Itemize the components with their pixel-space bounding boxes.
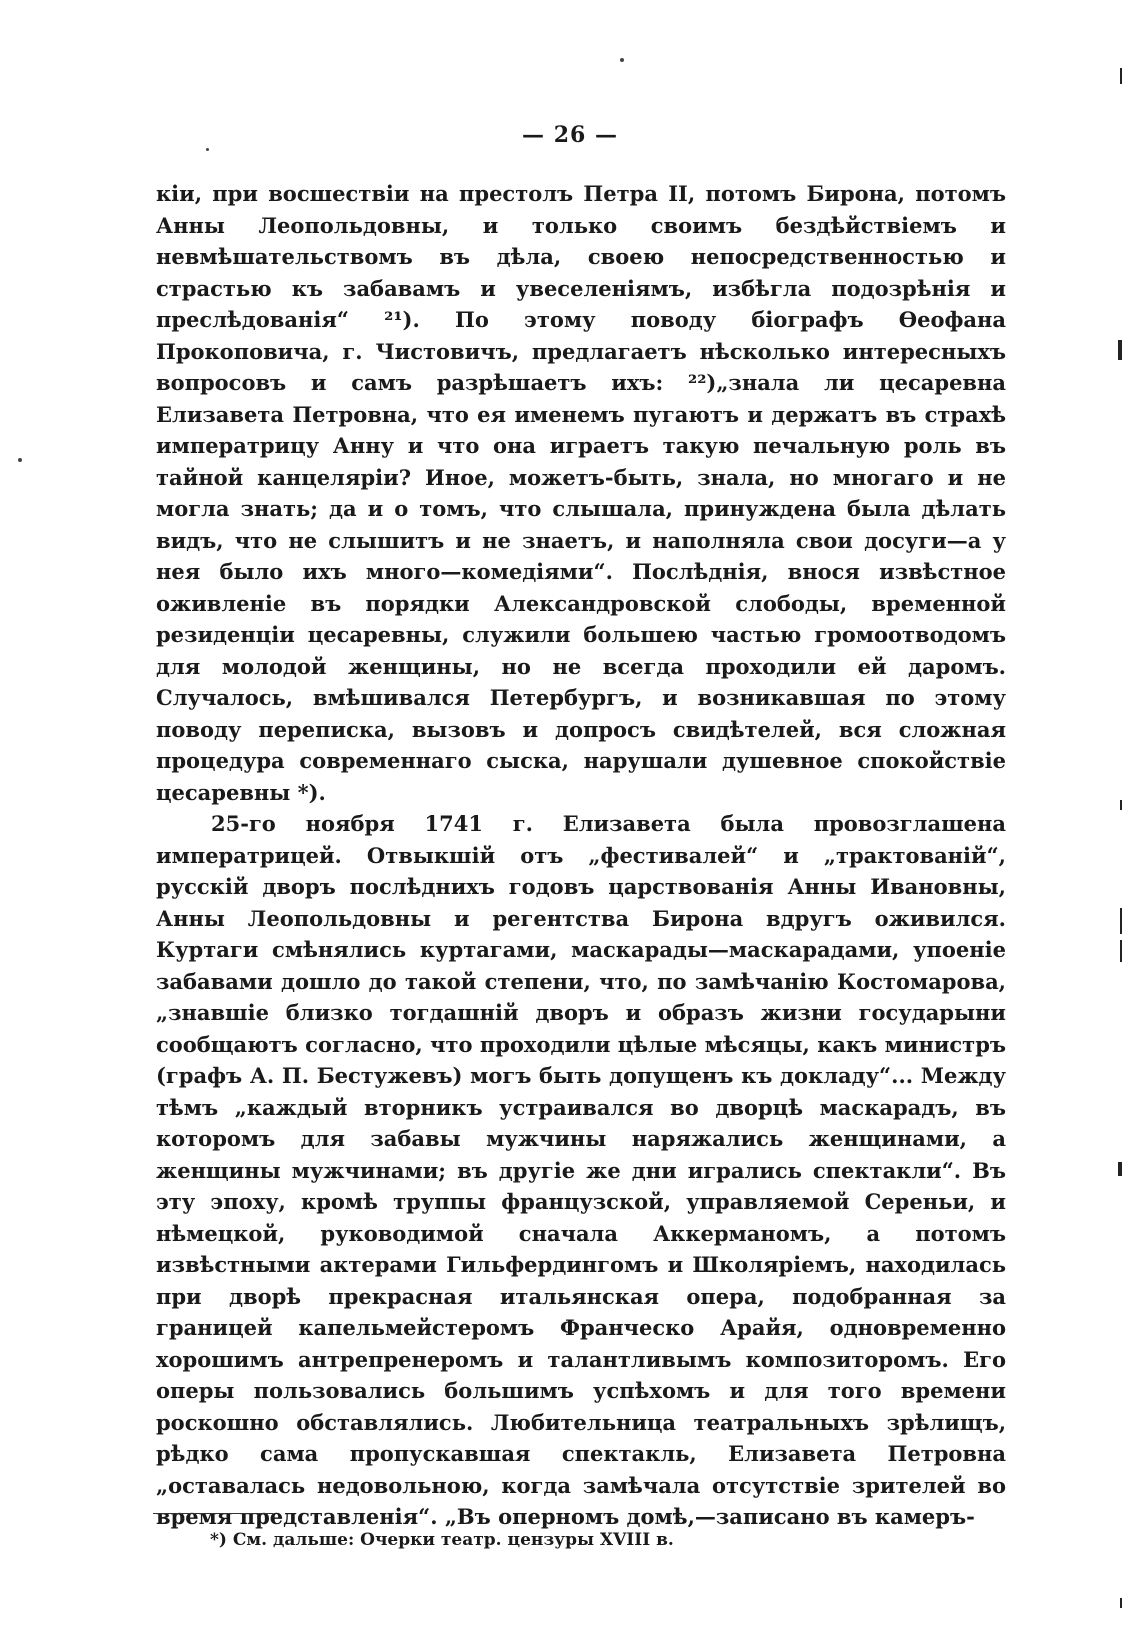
scan-edge-mark [1120, 940, 1122, 962]
scan-edge-mark [1120, 68, 1122, 84]
scan-edge-mark [1118, 1162, 1122, 1176]
page-number: — 26 — [522, 122, 618, 148]
body-text [156, 178, 1006, 1533]
scan-edge-mark [1118, 340, 1122, 360]
paragraph: 25-го ноября 1741 г. Елизавета была провозглашена императрицей. Отвыкшій отъ „фестивалей“ и „трактованій“, русскій дворъ послѣднихъ годовъ царствованія Анны Ивановны, Анны Леопольдовны и регентства Бирона вдругъ оживился. Куртаги смѣнялись куртагами, маскарады—маскарадами, упоеніе забавами дошло до такой степени, что, по замѣчанію Костомарова, „знавшіе близко тогдашній дворъ и образъ жизни государыни сообщаютъ согласно, что проходили цѣлые мѣсяцы, какъ министръ (графъ А. П. Бестужевъ) могъ быть допущенъ къ докладу“... Между тѣмъ „каждый вторникъ устраивался во дворцѣ маскарадъ, въ которомъ для забавы мужчины наряжались женщинами, а женщины мужчинами; въ другіе же дни игрались спектакли“. Въ эту эпоху, кромѣ труппы французской, управляемой Сереньи, и нѣмецкой, руководимой сначала Аккерманомъ, а потомъ извѣстными актерами Гильфердингомъ и Школяріемъ, находилась при дворѣ прекрасная итальянская опера, подобранная за границей капельмейстеромъ Франческо Арайя, одновременно хорошимъ антрепренеромъ и талантливымъ композиторомъ. Его оперы пользовались большимъ успѣхомъ и для того времени роскошно обставлялись. Любительница театральныхъ зрѣлищъ, рѣдко сама пропускавшая спектакль, Елизавета Петровна „оставалась недовольною, когда замѣчала отсутствіе зрителей во время представленія“. „Въ оперномъ домѣ,—записано въ камеръ- [156, 811, 1006, 1529]
scan-speck [18, 458, 22, 462]
scan-edge-mark [1120, 908, 1122, 934]
scan-speck [206, 148, 209, 151]
scan-edge-mark [1120, 800, 1122, 810]
footnote-separator [153, 1513, 273, 1514]
footnote: *) См. дальше: Очерки театр. цензуры XVIII в. [210, 1530, 674, 1550]
scan-edge-mark [1120, 1598, 1122, 1608]
scan-speck [620, 58, 624, 62]
paragraph: кіи, при восшествіи на престолъ Петра II, потомъ Бирона, потомъ Анны Леопольдовны, и только своимъ бездѣйствіемъ и невмѣшательствомъ въ дѣла, своею непосредственностью и страстью къ забавамъ и увеселеніямъ, избѣгла подозрѣнія и преслѣдованія“ ²¹). По этому поводу біографъ Ѳеофана Прокоповича, г. Чистовичъ, предлагаетъ нѣсколько интересныхъ вопросовъ и самъ разрѣшаетъ ихъ: ²²)„знала ли цесаревна Елизавета Петровна, что ея именемъ пугаютъ и держатъ въ страхѣ императрицу Анну и что она играетъ такую печальную роль въ тайной канцеляріи? Иное, можетъ-быть, знала, но многаго и не могла знать; да и о томъ, что слышала, принуждена была дѣлать видъ, что не слышитъ и не знаетъ, и наполняла свои досуги—а у нея было ихъ много—комедіями“. Послѣднія, внося извѣстное оживленіе въ порядки Александровской слободы, временной резиденціи цесаревны, служили большею частью громоотводомъ для молодой женщины, но не всегда проходили ей даромъ. Случалось, вмѣшивался Петербургъ, и возникавшая по этому поводу переписка, вызовъ и допросъ свидѣтелей, вся сложная процедура современнаго сыска, нарушали душевное спокойствіе цесаревны *). [156, 181, 1006, 805]
